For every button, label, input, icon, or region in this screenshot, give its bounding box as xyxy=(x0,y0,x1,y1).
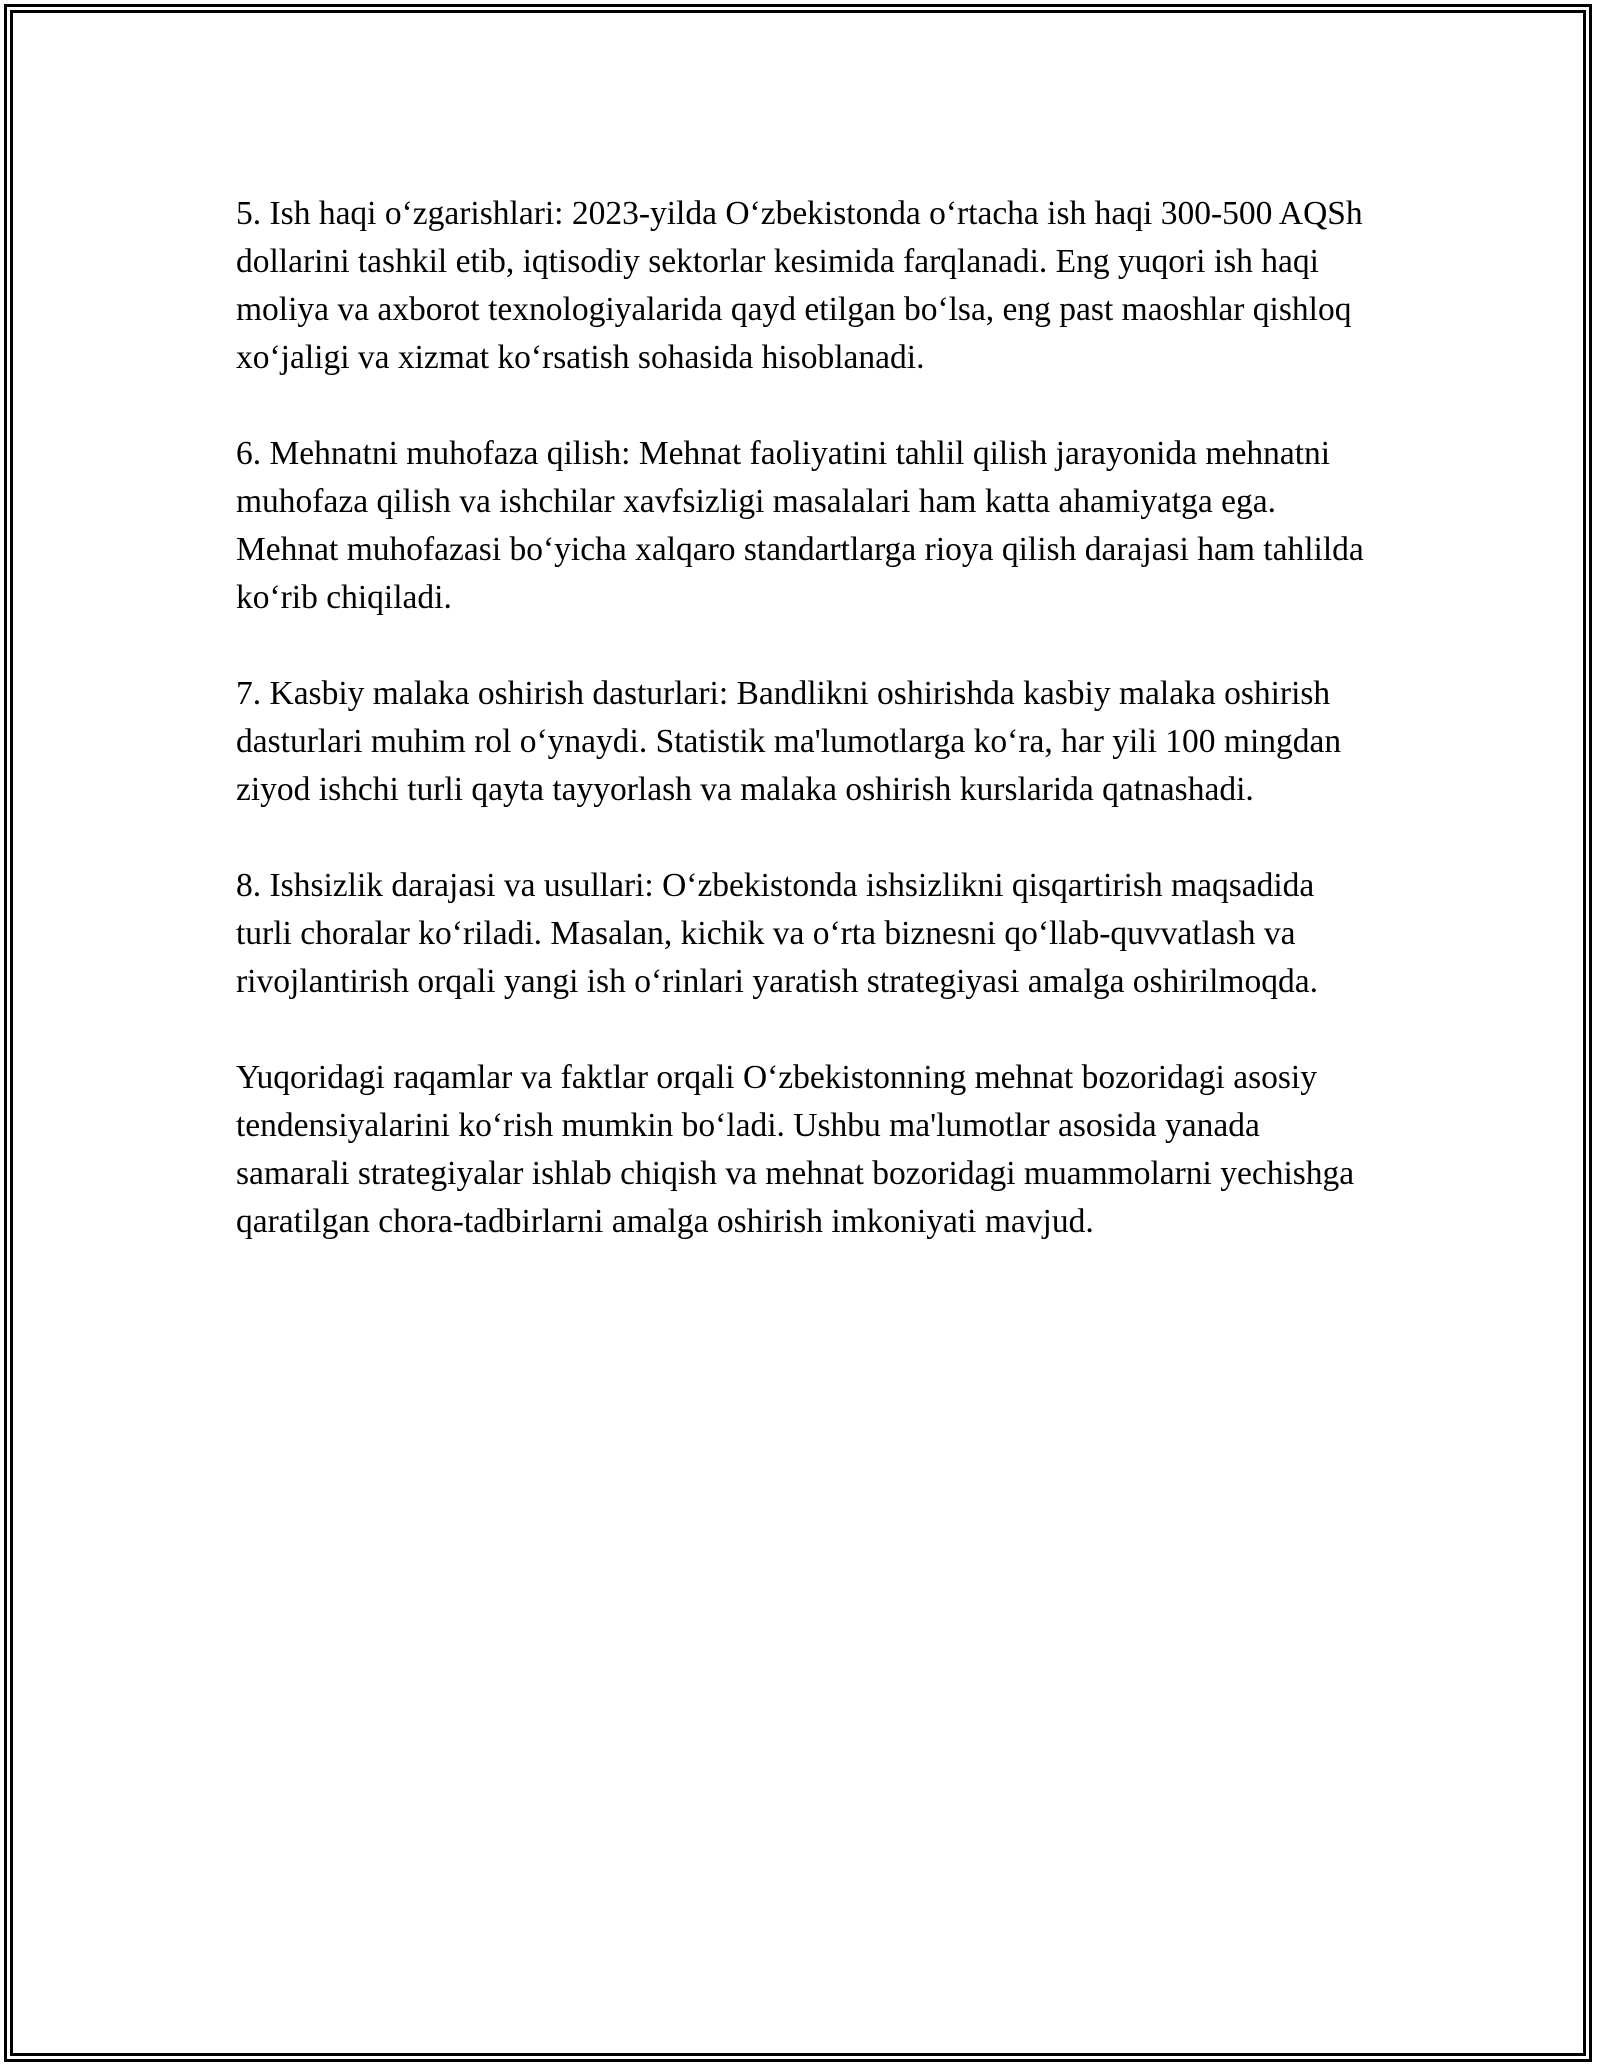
document-body xyxy=(236,190,1376,1294)
paragraph-conclusion: Yuqoridagi raqamlar va faktlar orqali O‘zbekistonning mehnat bozoridagi asosiy tendensiyalarini ko‘rish mumkin bo‘ladi. Ushbu ma'lumotlar asosida yanada samarali strategiyalar ishlab chiqish va mehnat bozoridagi muammolarni yechishga qaratilgan chora-tadbirlarni amalga oshirish imkoniyati mavjud. xyxy=(236,1059,1355,1240)
paragraph-wage-changes: 5. Ish haqi o‘zgarishlari: 2023-yilda O‘zbekistonda o‘rtacha ish haqi 300-500 AQSh dollarini tashkil etib, iqtisodiy sektorlar kesimida farqlanadi. Eng yuqori ish haqi moliya va axborot texnologiyalarida qayd etilgan bo‘lsa, eng past maoshlar qishloq xo‘jaligi va xizmat ko‘rsatish sohasida hisoblanadi. xyxy=(236,195,1363,376)
paragraph-labor-protection: 6. Mehnatni muhofaza qilish: Mehnat faoliyatini tahlil qilish jarayonida mehnatni muhofaza qilish va ishchilar xavfsizligi masalalari ham katta ahamiyatga ega. Mehnat muhofazasi bo‘yicha xalqaro standartlarga rioya qilish darajasi ham tahlilda ko‘rib chiqiladi. xyxy=(236,435,1364,616)
paragraph-unemployment: 8. Ishsizlik darajasi va usullari: O‘zbekistonda ishsizlikni qisqartirish maqsadida turli choralar ko‘riladi. Masalan, kichik va o‘rta biznesni qo‘llab-quvvatlash va rivojlantirish orqali yangi ish o‘rinlari yaratish strategiyasi amalga oshirilmoqda. xyxy=(236,867,1318,1000)
paragraph-professional-training: 7. Kasbiy malaka oshirish dasturlari: Bandlikni oshirishda kasbiy malaka oshirish dasturlari muhim rol o‘ynaydi. Statistik ma'lumotlarga ko‘ra, har yili 100 mingdan ziyod ishchi turli qayta tayyorlash va malaka oshirish kurslarida qatnashadi. xyxy=(236,675,1342,808)
